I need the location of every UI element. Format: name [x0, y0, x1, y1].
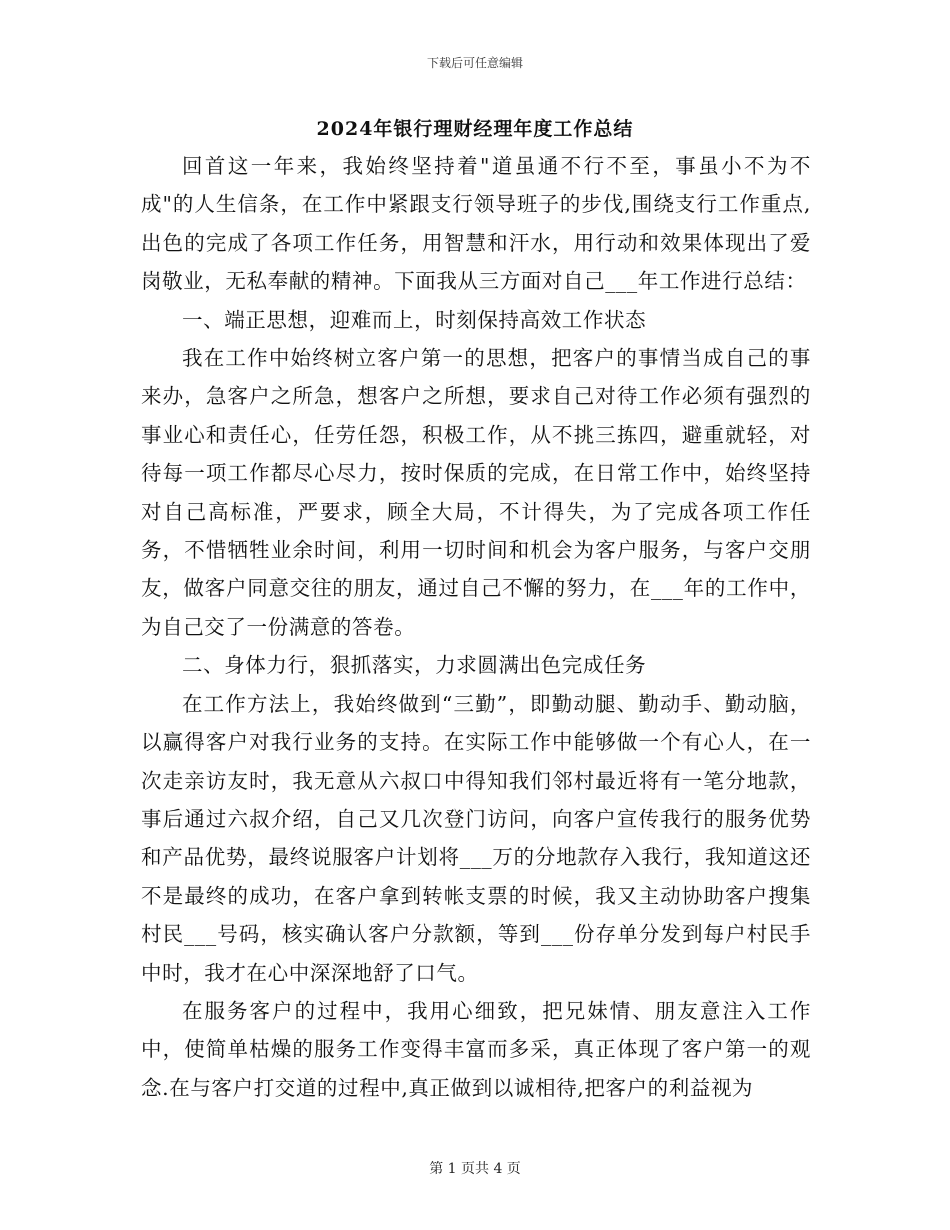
document-body	[141, 147, 811, 1107]
section-heading-1: 一、端正思想，迎难而上，时刻保持高效工作状态	[182, 307, 647, 332]
paragraph-section-2b: 在服务客户的过程中，我用心细致，把兄妹情、朋友意注入工作中，使简单枯燥的服务工作变得丰富而多采，真正体现了客户第一的观念.在与客户打交道的过程中,真正做到以诚相待,把客户的利益视为	[141, 998, 811, 1100]
page-number: 第 1 页共 4 页	[429, 1161, 521, 1177]
document-title: 2024年银行理财经理年度工作总结	[316, 118, 634, 140]
paragraph-section-2a: 在工作方法上，我始终做到“三勤”，即勤动腿、勤动手、勤动脑，以赢得客户对我行业务的支持。在实际工作中能够做一个有心人，在一次走亲访友时，我无意从六叔口中得知我们邻村最近将有一笔分地款，事后通过六叔介绍，自己又几次登门访问，向客户宣传我行的服务优势和产品优势，最终说服客户计划将___万的分地款存入我行，我知道这还不是最终的成功，在客户拿到转帐支票的时候，我又主动协助客户搜集村民___号码，核实确认客户分款额，等到___份存单分发到每户村民手中时，我才在心中深深地舒了口气。	[141, 691, 811, 985]
header-note: 下载后可任意编辑	[426, 56, 523, 70]
paragraph-intro: 回首这一年来，我始终坚持着"道虽通不行不至，事虽小不为不成"的人生信条，在工作中紧跟支行领导班子的步伐,围绕支行工作重点,出色的完成了各项工作任务，用智慧和汗水，用行动和效果体现出了爱岗敬业，无私奉献的精神。下面我从三方面对自己___年工作进行总结：	[141, 154, 811, 294]
paragraph-section-1: 我在工作中始终树立客户第一的思想，把客户的事情当成自己的事来办，急客户之所急，想客户之所想，要求自己对待工作必须有强烈的事业心和责任心，任劳任怨，积极工作，从不挑三拣四，避重就轻，对待每一项工作都尽心尽力，按时保质的完成，在日常工作中，始终坚持对自己高标准，严要求，顾全大局，不计得失，为了完成各项工作任务，不惜牺牲业余时间，利用一切时间和机会为客户服务，与客户交朋友，做客户同意交往的朋友，通过自己不懈的努力，在___年的工作中，为自己交了一份满意的答卷。	[141, 346, 811, 639]
section-heading-2: 二、身体力行，狠抓落实，力求圆满出色完成任务	[182, 653, 647, 678]
